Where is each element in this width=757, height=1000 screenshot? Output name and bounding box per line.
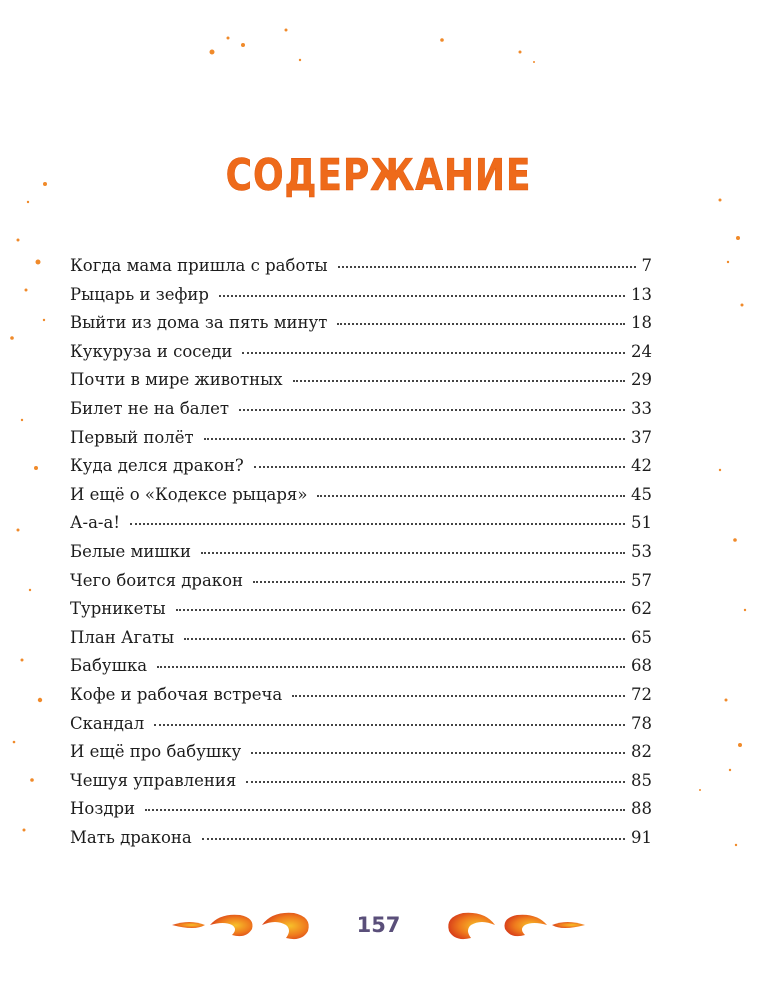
- dot-leader: [246, 777, 625, 783]
- dot-leader: [242, 348, 625, 354]
- toc-entry-title: Белые мишки: [70, 541, 191, 561]
- dot-leader: [293, 376, 625, 382]
- dot-leader: [184, 634, 625, 640]
- toc-entry: [70, 542, 652, 571]
- toc-entry-title: Кофе и рабочая встреча: [70, 684, 283, 704]
- dot-leader: [204, 434, 625, 440]
- dot-leader: [337, 319, 625, 325]
- toc-entry: [70, 656, 652, 685]
- toc-entry-page: 7: [641, 256, 652, 275]
- dot-leader: [201, 548, 625, 554]
- toc-entry: [70, 714, 652, 743]
- toc-entry-title: А-а-а!: [70, 513, 120, 533]
- table-of-contents: [70, 256, 652, 856]
- toc-entry: [70, 771, 652, 800]
- toc-entry-title: Ноздри: [70, 799, 136, 819]
- toc-entry-page: 33: [631, 398, 652, 418]
- dot-leader: [239, 405, 625, 411]
- toc-entry: [70, 285, 652, 314]
- toc-entry-title: Билет не на балет: [70, 398, 229, 418]
- toc-entry: [70, 428, 652, 457]
- dot-leader: [157, 662, 625, 668]
- dot-leader: [254, 462, 625, 468]
- toc-entry-title: Чего боится дракон: [70, 570, 244, 590]
- toc-entry: [70, 256, 652, 285]
- toc-entry: [70, 571, 652, 600]
- toc-entry-page: 42: [631, 456, 652, 476]
- toc-entry-page: 24: [631, 341, 652, 361]
- toc-entry-page: 78: [631, 713, 652, 733]
- toc-entry-page: 72: [631, 684, 652, 704]
- toc-entry: [70, 342, 652, 371]
- dot-leader: [202, 834, 625, 840]
- toc-entry-title: Кукуруза и соседи: [70, 341, 233, 361]
- dot-leader: [154, 720, 625, 726]
- toc-entry-page: 85: [631, 770, 652, 790]
- toc-entry: [70, 599, 652, 628]
- toc-entry: [70, 799, 652, 828]
- toc-entry-title: План Агаты: [70, 627, 175, 647]
- toc-entry-title: Турникеты: [70, 599, 166, 619]
- dot-leader: [176, 605, 625, 611]
- toc-entry-title: Бабушка: [70, 656, 148, 676]
- toc-entry-title: Почти в мире животных: [70, 370, 283, 390]
- dot-leader: [130, 519, 625, 525]
- dot-leader: [253, 577, 625, 583]
- dot-leader: [145, 805, 625, 811]
- dot-leader: [317, 491, 625, 497]
- toc-entry: [70, 399, 652, 428]
- toc-entry-page: 13: [631, 284, 652, 304]
- dot-leader: [219, 291, 625, 297]
- toc-entry-title: Мать дракона: [70, 827, 192, 847]
- toc-entry-title: И ещё про бабушку: [70, 742, 242, 762]
- toc-entry-title: Куда делся дракон?: [70, 456, 244, 476]
- toc-entry-page: 57: [631, 570, 652, 590]
- toc-entry-page: 51: [631, 513, 652, 533]
- toc-entry-page: 68: [631, 656, 652, 676]
- page-title: СОДЕРЖАНИЕ: [225, 150, 532, 201]
- toc-entry: [70, 485, 652, 514]
- toc-entry: [70, 628, 652, 657]
- toc-entry-page: 88: [631, 799, 652, 819]
- toc-entry-title: Выйти из дома за пять минут: [70, 313, 328, 333]
- toc-entry: [70, 685, 652, 714]
- dot-leader: [292, 691, 625, 697]
- page-number: 157: [356, 913, 401, 937]
- toc-entry-page: 65: [631, 627, 652, 647]
- toc-entry-page: 29: [631, 370, 652, 390]
- toc-entry-title: Рыцарь и зефир: [70, 284, 209, 304]
- toc-entry: [70, 742, 652, 771]
- toc-entry: [70, 828, 652, 857]
- toc-entry-page: 82: [631, 742, 652, 762]
- toc-entry-title: Скандал: [70, 713, 145, 733]
- dot-leader: [251, 748, 625, 754]
- toc-entry: [70, 370, 652, 399]
- toc-entry: [70, 456, 652, 485]
- toc-entry-page: 91: [631, 827, 652, 847]
- toc-entry-page: 18: [631, 313, 652, 333]
- dot-leader: [338, 262, 636, 268]
- toc-entry: [70, 313, 652, 342]
- toc-entry-title: Чешуя управления: [70, 770, 237, 790]
- toc-entry-title: И ещё о «Кодексе рыцаря»: [70, 484, 308, 504]
- toc-entry-page: 53: [631, 541, 652, 561]
- toc-entry-page: 37: [631, 427, 652, 447]
- toc-entry-title: Когда мама пришла с работы: [70, 256, 328, 275]
- toc-entry-page: 62: [631, 599, 652, 619]
- toc-entry: [70, 513, 652, 542]
- toc-entry-title: Первый полёт: [70, 427, 194, 447]
- toc-entry-page: 45: [631, 484, 652, 504]
